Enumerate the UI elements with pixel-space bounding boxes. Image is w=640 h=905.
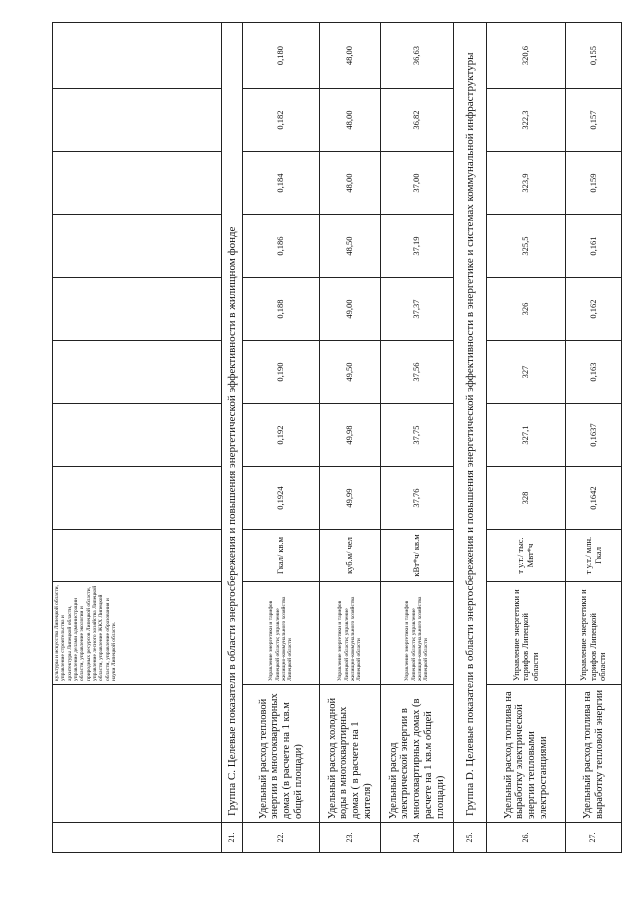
value-cell: 49,99 [320, 467, 381, 530]
value-cell: 37,37 [381, 278, 454, 341]
table-row [53, 23, 222, 853]
value-cell: 320,6 [487, 23, 566, 89]
indicator-name: Удельный расход электрической энергии в многоквартирных домах (в расчете на 1 кв.м общей площади) [381, 685, 454, 823]
value-cell: 326 [487, 278, 566, 341]
value-cell: 0,190 [243, 341, 320, 404]
unit-cell: т у.т./ млн. Гкал [566, 530, 622, 582]
responsible-cell: Управление энергетики и тарифов Липецкой области; управление жилищно-коммунального хозяйства Липецкой области [381, 582, 454, 685]
value-cell: 323,9 [487, 152, 566, 215]
value-cell: 0,188 [243, 278, 320, 341]
indicator-name: Удельный расход топлива на выработку тепловой энергии [566, 685, 622, 823]
value-cell: 0,192 [243, 404, 320, 467]
value-cell: 0,1924 [243, 467, 320, 530]
cell [53, 89, 222, 152]
value-cell: 37,19 [381, 215, 454, 278]
value-cell: 0,162 [566, 278, 622, 341]
cell [53, 823, 222, 853]
row-number: 27. [566, 823, 622, 853]
value-cell: 0,163 [566, 341, 622, 404]
table-row [381, 23, 454, 853]
value-cell: 325,5 [487, 215, 566, 278]
value-cell: 48,00 [320, 89, 381, 152]
value-cell: 0,161 [566, 215, 622, 278]
value-cell: 327,1 [487, 404, 566, 467]
unit-cell: Гкал/ кв.м [243, 530, 320, 582]
unit-cell: куб.м/ чел [320, 530, 381, 582]
cell [53, 404, 222, 467]
row-number: 22. [243, 823, 320, 853]
indicators-table [52, 22, 622, 853]
rotated-page [52, 23, 608, 853]
responsible-cell: культуры и искусства Липецкой области, управление строительства и архитектуры Липецкой области, управление делами администрации области, управление экологии и природных ресурсов Липецкой области, управление лесного хозяйства Липецкой области, управление ЖКХ Липецкой области, управление образования и науки Липецкой области. [53, 582, 222, 685]
value-cell: 0,157 [566, 89, 622, 152]
group-row [454, 23, 487, 853]
table-row [243, 23, 320, 853]
value-cell: 48,00 [320, 23, 381, 89]
indicator-name: Удельный расход топлива на выработку электрической энергии тепловыми электростанциями [487, 685, 566, 823]
value-cell: 322,3 [487, 89, 566, 152]
row-number: 24. [381, 823, 454, 853]
table-row [320, 23, 381, 853]
group-title: Группа С. Целевые показатели в области энергосбережения и повышения энергетической эффективности в жилищном фонде [222, 23, 243, 823]
value-cell: 0,155 [566, 23, 622, 89]
cell [53, 278, 222, 341]
value-cell: 0,159 [566, 152, 622, 215]
value-cell: 37,00 [381, 152, 454, 215]
indicator-name: Удельный расход тепловой энергии в многоквартирных домах (в расчете на 1 кв.м общей площади) [243, 685, 320, 823]
row-number: 25. [454, 823, 487, 853]
cell [53, 23, 222, 89]
cell [53, 467, 222, 530]
indicator-name: Удельный расход холодной воды в многоквартирных домах ( в расчете на 1 жителя) [320, 685, 381, 823]
value-cell: 49,00 [320, 278, 381, 341]
value-cell: 49,98 [320, 404, 381, 467]
responsible-cell: Управление энергетики и тарифов Липецкой области [487, 582, 566, 685]
table-row [566, 23, 622, 853]
value-cell: 37,75 [381, 404, 454, 467]
responsible-cell: Управление энергетики и тарифов Липецкой области; управление жилищно-коммунального хозяйства Липецкой области [320, 582, 381, 685]
value-cell: 48,50 [320, 215, 381, 278]
value-cell: 36,63 [381, 23, 454, 89]
responsible-cell: Управление энергетики и тарифов Липецкой области; управление жилищно-коммунального хозяйства Липецкой области [243, 582, 320, 685]
row-number: 26. [487, 823, 566, 853]
value-cell: 328 [487, 467, 566, 530]
row-number: 23. [320, 823, 381, 853]
unit-cell: кВт*ч/ кв.м [381, 530, 454, 582]
value-cell: 0,1637 [566, 404, 622, 467]
value-cell: 0,186 [243, 215, 320, 278]
table-row [487, 23, 566, 853]
value-cell: 327 [487, 341, 566, 404]
unit-cell: т у.т./ тыс. Мвт*ч [487, 530, 566, 582]
value-cell: 36,82 [381, 89, 454, 152]
value-cell: 49,50 [320, 341, 381, 404]
value-cell: 0,184 [243, 152, 320, 215]
value-cell: 37,76 [381, 467, 454, 530]
cell [53, 152, 222, 215]
value-cell: 0,182 [243, 89, 320, 152]
value-cell: 48,00 [320, 152, 381, 215]
responsible-cell: Управление энергетики и тарифов Липецкой области [566, 582, 622, 685]
cell [53, 341, 222, 404]
cell [53, 215, 222, 278]
row-number: 21. [222, 823, 243, 853]
value-cell: 37,56 [381, 341, 454, 404]
group-title: Группа D. Целевые показатели в области энергосбережения и повышения энергетической эффективности в энергетике и системах коммунальной инфраструктуры [454, 23, 487, 823]
value-cell: 0,1642 [566, 467, 622, 530]
cell [53, 685, 222, 823]
value-cell: 0,180 [243, 23, 320, 89]
group-row [222, 23, 243, 853]
cell [53, 530, 222, 582]
